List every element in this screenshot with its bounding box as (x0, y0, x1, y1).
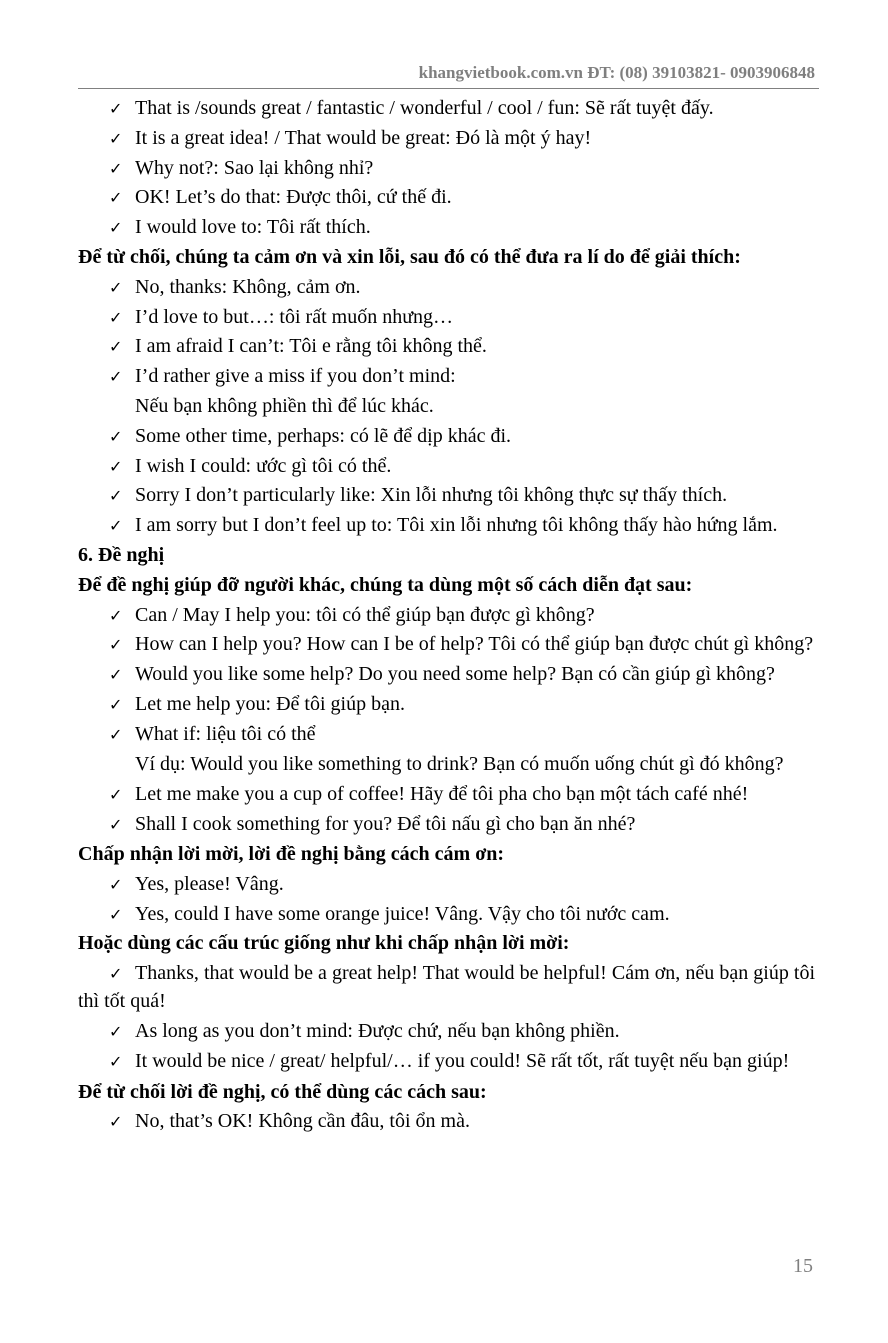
item-text: Thanks, that would be a great help! That would be helpful! Cám ơn, nếu bạn giúp tôi thì tốt quá! (78, 962, 815, 1012)
checkmark-icon: ✓ (109, 337, 123, 357)
item-text: Would you like some help? Do you need some help? Bạn có cần giúp gì không? (135, 662, 775, 685)
checklist-item (78, 1048, 815, 1076)
item-text: Some other time, perhaps: có lẽ để dịp khác đi. (135, 424, 512, 447)
section-heading: Để đề nghị giúp đỡ người khác, chúng ta dùng một số cách diễn đạt sau: (78, 573, 693, 596)
checkmark-icon: ✓ (109, 426, 123, 446)
checkmark-icon: ✓ (109, 874, 123, 894)
checkmark-icon: ✓ (109, 605, 123, 625)
item-text: No, thanks: Không, cảm ơn. (135, 275, 361, 298)
checkmark-icon: ✓ (109, 486, 123, 506)
item-text: Sorry I don’t particularly like: Xin lỗi nhưng tôi không thực sự thấy thích. (135, 484, 728, 507)
checklist-item (78, 362, 815, 392)
item-continuation: Nếu bạn không phiền thì để lúc khác. (135, 394, 434, 417)
checklist-item (78, 1017, 815, 1047)
checklist-item (78, 332, 815, 362)
item-text: Can / May I help you: tôi có thể giúp bạn được gì không? (135, 603, 595, 626)
section-heading: Để từ chối, chúng ta cảm ơn và xin lỗi, sau đó có thể đưa ra lí do để giải thích: (78, 245, 741, 268)
checkmark-icon: ✓ (109, 1022, 123, 1042)
checkmark-icon: ✓ (109, 1112, 123, 1132)
checkmark-icon: ✓ (109, 516, 123, 536)
checklist-item (78, 154, 815, 184)
item-text: I’d love to but…: tôi rất muốn nhưng… (135, 305, 454, 328)
item-text: Let me help you: Để tôi giúp bạn. (135, 693, 405, 716)
header-rule (78, 88, 819, 89)
checklist-item (78, 690, 815, 720)
item-text: I am sorry but I don’t feel up to: Tôi xin lỗi nhưng tôi không thấy hào hứng lắm. (135, 514, 778, 537)
section-heading: Hoặc dùng các cấu trúc giống như khi chấp nhận lời mời: (78, 932, 570, 955)
header-site: khangvietbook.com.vn (418, 63, 583, 82)
checkmark-icon: ✓ (109, 456, 123, 476)
checklist-item (78, 661, 815, 689)
item-text: No, that’s OK! Không cần đâu, tôi ổn mà. (135, 1110, 470, 1133)
checklist-item (78, 631, 815, 659)
checkmark-icon: ✓ (109, 277, 123, 297)
checklist-item (78, 960, 815, 1015)
item-text: Shall I cook something for you? Để tôi nấu gì cho bạn ăn nhé? (135, 813, 636, 836)
page-number: 15 (793, 1255, 813, 1277)
checkmark-icon: ✓ (109, 785, 123, 805)
checklist-item (78, 303, 815, 333)
checkmark-icon: ✓ (109, 188, 123, 208)
item-text: Yes, please! Vâng. (135, 872, 284, 895)
checkmark-icon: ✓ (109, 695, 123, 715)
checkmark-icon: ✓ (109, 904, 123, 924)
checkmark-icon: ✓ (109, 964, 123, 984)
checkmark-icon: ✓ (109, 367, 123, 387)
section-heading: 6. Đề nghị (78, 543, 165, 566)
checklist-item (78, 780, 815, 810)
checklist-item (78, 452, 815, 482)
checklist-item (78, 481, 815, 511)
checkmark-icon: ✓ (109, 218, 123, 238)
item-text: It would be nice / great/ helpful/… if you could! Sẽ rất tốt, rất tuyệt nếu bạn giúp! (135, 1050, 790, 1073)
example-text: Ví dụ: Would you like something to drink? Bạn có muốn uống chút gì đó không? (135, 752, 784, 775)
checklist-item (78, 273, 815, 303)
item-text: OK! Let’s do that: Được thôi, cứ thế đi. (135, 186, 452, 209)
item-text: Yes, could I have some orange juice! Vâng. Vậy cho tôi nước cam. (135, 902, 670, 925)
page-body (78, 94, 815, 1137)
checklist-item (78, 810, 815, 840)
item-text: How can I help you? How can I be of help? Tôi có thể giúp bạn được chút gì không? (135, 633, 814, 656)
checkmark-icon: ✓ (109, 158, 123, 178)
checklist-item (78, 511, 815, 541)
checkmark-icon: ✓ (109, 99, 123, 118)
checkmark-icon: ✓ (109, 128, 123, 148)
checklist-item (78, 422, 815, 452)
section-heading: Để từ chối lời đề nghị, có thể dùng các cách sau: (78, 1080, 487, 1103)
section-heading: Chấp nhận lời mời, lời đề nghị bằng cách cám ơn: (78, 843, 505, 866)
checkmark-icon: ✓ (109, 725, 123, 745)
checkmark-icon: ✓ (109, 307, 123, 327)
item-text: Why not?: Sao lại không nhỉ? (135, 156, 374, 179)
item-text: I would love to: Tôi rất thích. (135, 216, 371, 239)
item-text: That is /sounds great / fantastic / wonderful / cool / fun: Sẽ rất tuyệt đấy. (135, 97, 714, 119)
checklist-item (78, 124, 815, 154)
item-text: I’d rather give a miss if you don’t mind: (135, 365, 456, 388)
checklist-item (78, 183, 815, 213)
checkmark-icon: ✓ (109, 815, 123, 835)
checkmark-icon: ✓ (109, 664, 123, 684)
checklist-item (78, 213, 815, 243)
header-phone: ĐT: (08) 39103821- 0903906848 (587, 63, 815, 82)
checklist-item (78, 870, 815, 900)
checkmark-icon: ✓ (109, 1052, 123, 1072)
checklist-item (78, 601, 815, 631)
checklist-item (78, 900, 815, 930)
checklist-item (78, 94, 815, 124)
checklist-item (78, 1107, 815, 1137)
page-header (419, 63, 815, 83)
checklist-item (78, 720, 815, 750)
item-text: Let me make you a cup of coffee! Hãy để tôi pha cho bạn một tách café nhé! (135, 783, 749, 806)
checkmark-icon: ✓ (109, 635, 123, 655)
item-text: I wish I could: ước gì tôi có thể. (135, 454, 392, 477)
item-text: I am afraid I can’t: Tôi e rằng tôi không thể. (135, 335, 487, 358)
item-text: It is a great idea! / That would be great: Đó là một ý hay! (135, 126, 592, 149)
item-text: What if: liệu tôi có thể (135, 723, 316, 746)
item-text: As long as you don’t mind: Được chứ, nếu bạn không phiền. (135, 1020, 620, 1043)
